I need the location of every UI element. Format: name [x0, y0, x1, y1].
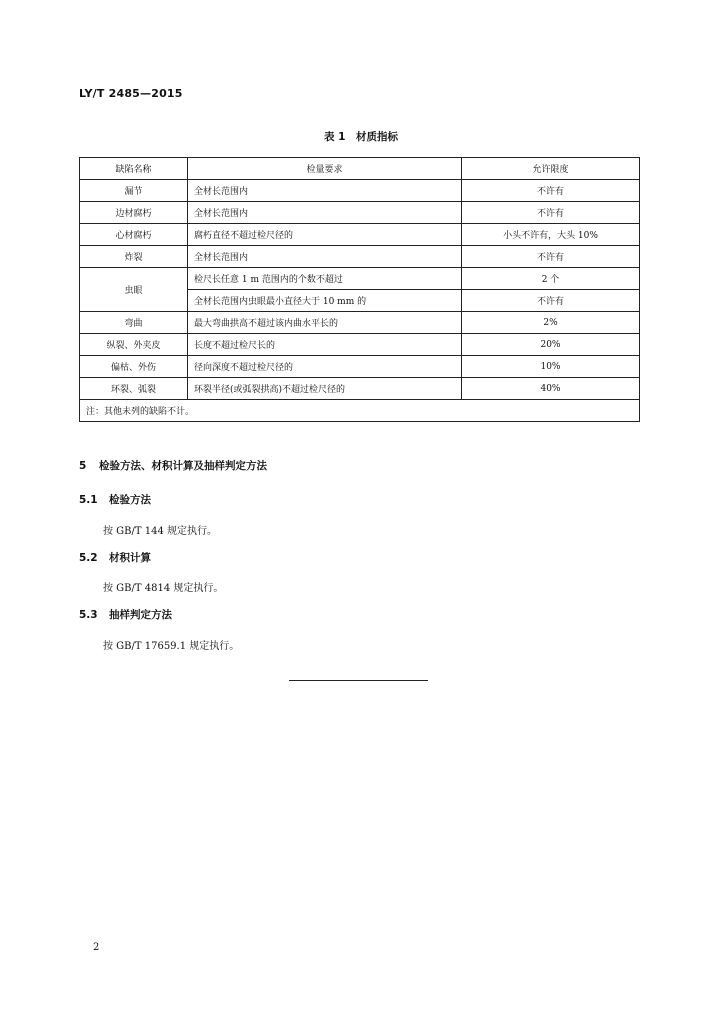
requirement-cell: 全材长范围内	[188, 246, 462, 268]
standard-code: LY/T 2485—2015	[79, 87, 183, 100]
section-5-2-heading	[79, 550, 151, 565]
limit-cell: 小头不许有，大头 10%	[462, 224, 640, 246]
section-title: 检验方法、材积计算及抽样判定方法	[99, 460, 267, 472]
requirement-cell: 长度不超过检尺长的	[188, 334, 462, 356]
limit-cell: 2 个	[462, 268, 640, 290]
requirement-cell: 全材长范围内虫眼最小直径大于 10 mm 的	[188, 290, 462, 312]
page-number: 2	[93, 942, 100, 953]
column-header: 允许限度	[462, 158, 640, 180]
table-note: 注：其他未列的缺陷不计。	[80, 400, 640, 422]
requirement-cell: 腐朽直径不超过检尺径的	[188, 224, 462, 246]
requirement-cell: 最大弯曲拱高不超过该内曲水平长的	[188, 312, 462, 334]
column-header: 检量要求	[188, 158, 462, 180]
end-rule	[289, 680, 428, 681]
defect-cell: 边材腐朽	[80, 202, 188, 224]
defect-cell: 炸裂	[80, 246, 188, 268]
defect-cell: 纵裂、外夹皮	[80, 334, 188, 356]
table-row	[80, 246, 640, 268]
defect-cell: 偏枯、外伤	[80, 356, 188, 378]
section-5-1-heading	[79, 492, 151, 507]
limit-cell: 2%	[462, 312, 640, 334]
limit-cell: 不许有	[462, 290, 640, 312]
section-number: 5.3	[79, 609, 98, 621]
section-5-3-text: 按 GB/T 17659.1 规定执行。	[103, 641, 240, 652]
section-number: 5.2	[79, 552, 98, 564]
limit-cell: 20%	[462, 334, 640, 356]
section-title: 抽样判定方法	[109, 609, 172, 621]
defect-cell: 弯曲	[80, 312, 188, 334]
requirement-cell: 全材长范围内	[188, 202, 462, 224]
table-row	[80, 202, 640, 224]
table-row	[80, 378, 640, 400]
section-title: 检验方法	[109, 494, 151, 506]
section-number: 5.1	[79, 494, 98, 506]
column-header: 缺陷名称	[80, 158, 188, 180]
table-row	[80, 356, 640, 378]
defect-cell: 漏节	[80, 180, 188, 202]
table-note-row	[80, 400, 640, 422]
section-5-heading	[79, 458, 267, 473]
defect-cell: 心材腐朽	[80, 224, 188, 246]
requirement-cell: 径向深度不超过检尺径的	[188, 356, 462, 378]
table-row	[80, 268, 640, 290]
limit-cell: 10%	[462, 356, 640, 378]
table-header-row	[80, 158, 640, 180]
table-row	[80, 312, 640, 334]
material-spec-table	[79, 157, 640, 422]
requirement-cell: 全材长范围内	[188, 180, 462, 202]
section-title: 材积计算	[109, 552, 151, 564]
section-5-2-text: 按 GB/T 4814 规定执行。	[103, 583, 224, 594]
section-5-3-heading	[79, 607, 172, 622]
section-number: 5	[79, 460, 87, 472]
defect-cell: 虫眼	[80, 268, 188, 312]
requirement-cell: 环裂半径(或弧裂拱高)不超过检尺径的	[188, 378, 462, 400]
requirement-cell: 检尺长任意 1 m 范围内的个数不超过	[188, 268, 462, 290]
table-row	[80, 334, 640, 356]
limit-cell: 不许有	[462, 202, 640, 224]
section-5-1-text: 按 GB/T 144 规定执行。	[103, 526, 217, 537]
table-row	[80, 224, 640, 246]
limit-cell: 40%	[462, 378, 640, 400]
defect-cell: 环裂、弧裂	[80, 378, 188, 400]
table-row	[80, 180, 640, 202]
table-title: 表 1 材质指标	[324, 131, 398, 143]
limit-cell: 不许有	[462, 180, 640, 202]
limit-cell: 不许有	[462, 246, 640, 268]
